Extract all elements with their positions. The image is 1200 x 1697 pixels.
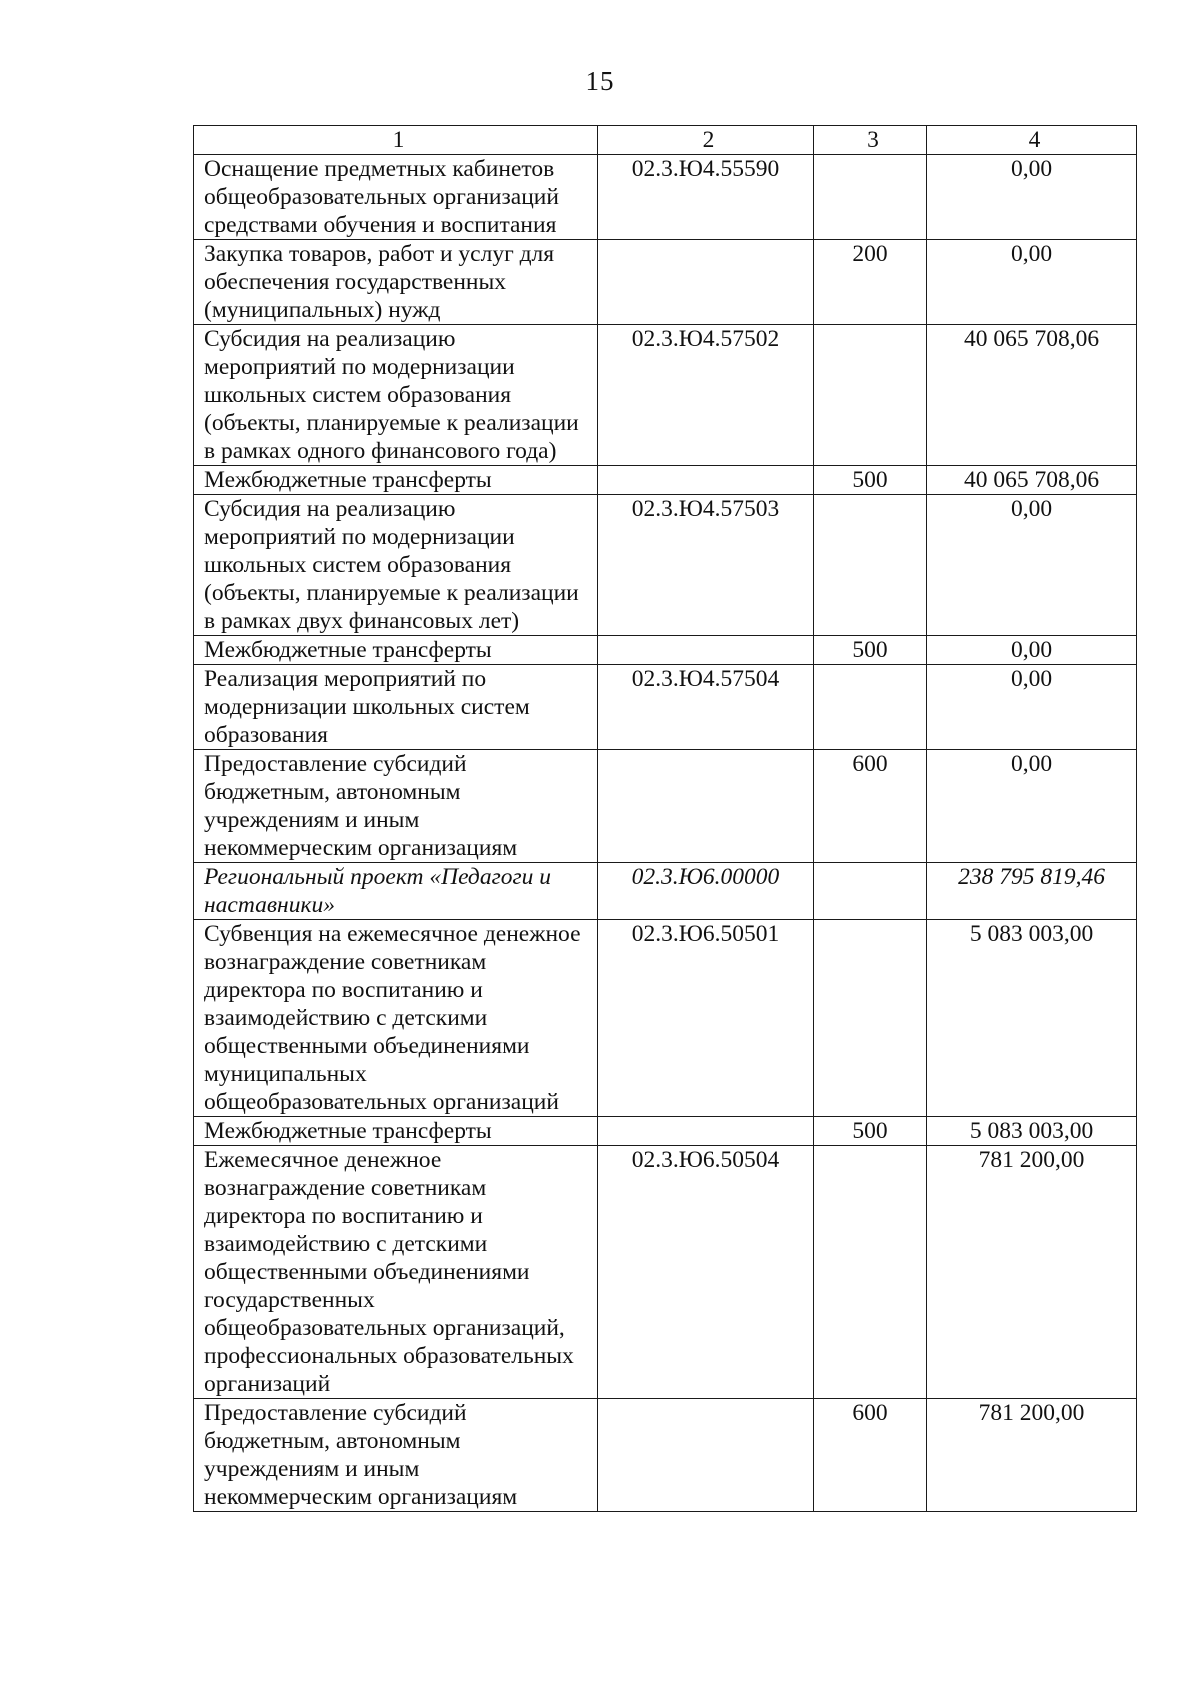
budget-table <box>193 125 1137 1512</box>
table-row <box>194 1117 1137 1146</box>
target-code <box>598 750 814 863</box>
page-number: 15 <box>585 66 615 96</box>
item-name: Межбюджетные трансферты <box>194 466 598 495</box>
table-row <box>194 920 1137 1117</box>
target-code: 02.3.Ю4.57503 <box>598 495 814 636</box>
item-name: Предоставление субсидий бюджетным, автономным учреждениям и иным некоммерческим организациям <box>194 1399 598 1512</box>
expense-type <box>814 495 927 636</box>
table-row <box>194 240 1137 325</box>
expense-type <box>814 325 927 466</box>
expense-type <box>814 863 927 920</box>
column-header-4: 4 <box>927 126 1137 155</box>
item-name: Закупка товаров, работ и услуг для обеспечения государственных (муниципальных) нужд <box>194 240 598 325</box>
target-code <box>598 240 814 325</box>
expense-type: 500 <box>814 1117 927 1146</box>
amount: 5 083 003,00 <box>927 920 1137 1117</box>
item-name: Реализация мероприятий по модернизации школьных систем образования <box>194 665 598 750</box>
target-code: 02.3.Ю6.50501 <box>598 920 814 1117</box>
expense-type: 500 <box>814 466 927 495</box>
expense-type <box>814 920 927 1117</box>
target-code: 02.3.Ю4.57504 <box>598 665 814 750</box>
amount: 40 065 708,06 <box>927 466 1137 495</box>
table-row <box>194 1146 1137 1399</box>
amount: 0,00 <box>927 240 1137 325</box>
amount: 5 083 003,00 <box>927 1117 1137 1146</box>
item-name: Межбюджетные трансферты <box>194 636 598 665</box>
header-row <box>194 126 1137 155</box>
item-name: Субвенция на ежемесячное денежное вознаграждение советникам директора по воспитанию и взаимодействию с детскими общественными объединениями муниципальных общеобразовательных организаций <box>194 920 598 1117</box>
item-name: Субсидия на реализацию мероприятий по модернизации школьных систем образования (объекты, планируемые к реализации в рамках двух финансовых лет) <box>194 495 598 636</box>
table-row <box>194 1399 1137 1512</box>
target-code: 02.3.Ю4.57502 <box>598 325 814 466</box>
item-name: Региональный проект «Педагоги и наставники» <box>194 863 598 920</box>
table-row <box>194 665 1137 750</box>
item-name: Предоставление субсидий бюджетным, автономным учреждениям и иным некоммерческим организациям <box>194 750 598 863</box>
column-header-2: 2 <box>598 126 814 155</box>
amount: 0,00 <box>927 155 1137 240</box>
amount: 0,00 <box>927 636 1137 665</box>
table-row <box>194 636 1137 665</box>
table-row <box>194 325 1137 466</box>
item-name: Оснащение предметных кабинетов общеобразовательных организаций средствами обучения и воспитания <box>194 155 598 240</box>
item-name: Межбюджетные трансферты <box>194 1117 598 1146</box>
amount: 238 795 819,46 <box>927 863 1137 920</box>
table-row-regional-project <box>194 863 1137 920</box>
item-name: Субсидия на реализацию мероприятий по модернизации школьных систем образования (объекты, планируемые к реализации в рамках одного финансового года) <box>194 325 598 466</box>
target-code <box>598 1117 814 1146</box>
amount: 0,00 <box>927 665 1137 750</box>
amount: 0,00 <box>927 750 1137 863</box>
expense-type <box>814 1146 927 1399</box>
expense-type: 600 <box>814 750 927 863</box>
target-code <box>598 466 814 495</box>
column-header-3: 3 <box>814 126 927 155</box>
target-code <box>598 1399 814 1512</box>
expense-type: 200 <box>814 240 927 325</box>
table-row <box>194 495 1137 636</box>
target-code: 02.3.Ю6.00000 <box>598 863 814 920</box>
amount: 781 200,00 <box>927 1399 1137 1512</box>
target-code: 02.3.Ю4.55590 <box>598 155 814 240</box>
item-name: Ежемесячное денежное вознаграждение советникам директора по воспитанию и взаимодействию с детскими общественными объединениями государственных общеобразовательных организаций, профессиональных образовательных организаций <box>194 1146 598 1399</box>
table-row <box>194 466 1137 495</box>
table-row <box>194 750 1137 863</box>
target-code: 02.3.Ю6.50504 <box>598 1146 814 1399</box>
amount: 40 065 708,06 <box>927 325 1137 466</box>
expense-type: 500 <box>814 636 927 665</box>
target-code <box>598 636 814 665</box>
amount: 0,00 <box>927 495 1137 636</box>
expense-type: 600 <box>814 1399 927 1512</box>
expense-type <box>814 155 927 240</box>
amount: 781 200,00 <box>927 1146 1137 1399</box>
column-header-1: 1 <box>194 126 598 155</box>
table-row <box>194 155 1137 240</box>
expense-type <box>814 665 927 750</box>
